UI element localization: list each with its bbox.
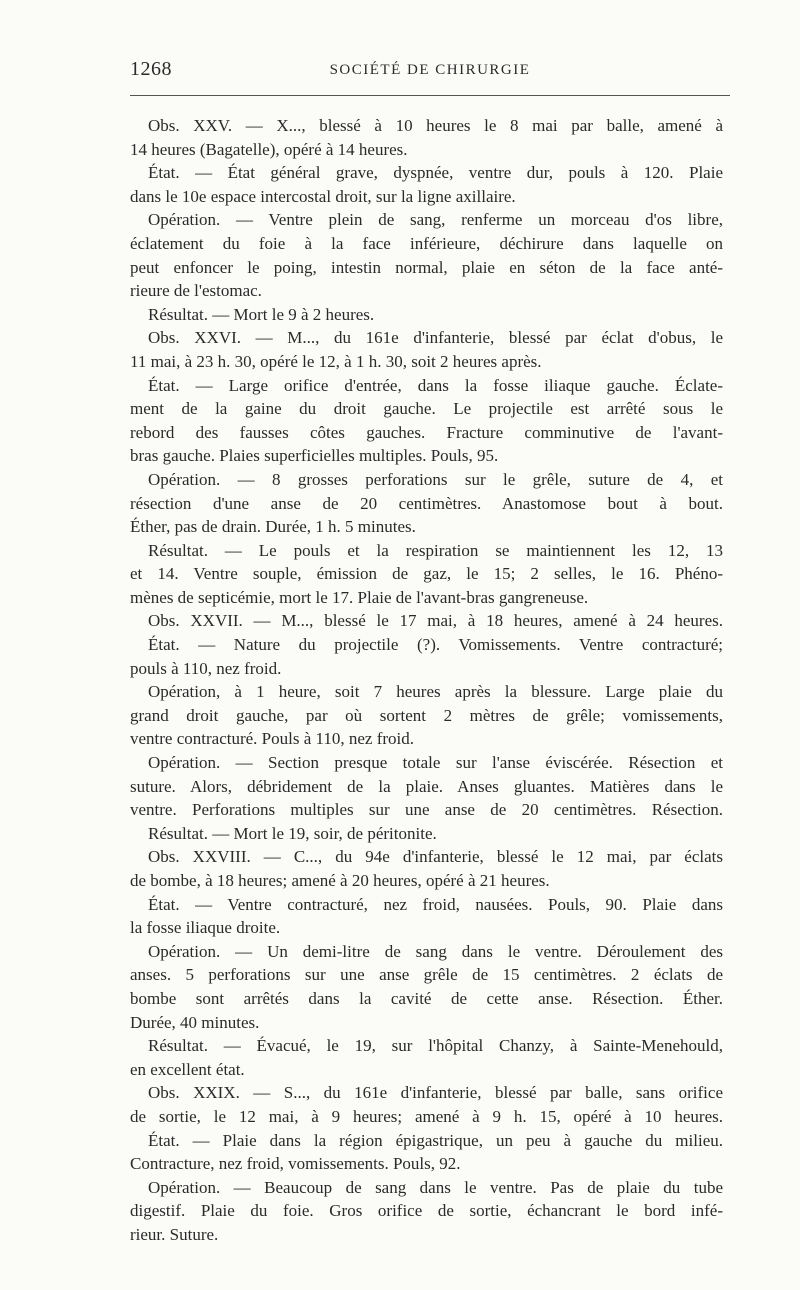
text-line: mènes de septicémie, mort le 17. Plaie de l'avant-bras gangreneuse. xyxy=(130,587,589,607)
text-line: Opération. — Section presque totale sur l'anse éviscérée. Résection et xyxy=(148,753,723,773)
text-line: ment de la gaine du droit gauche. Le projectile est arrêté sous le xyxy=(130,399,723,419)
text-line: suture. Alors, débridement de la plaie. Anses gluantes. Matières dans le xyxy=(130,776,723,796)
text-line: ventre. Perforations multiples sur une anse de 20 centimètres. Résection. xyxy=(130,800,723,820)
text-line: Obs. XXIX. — S..., du 161e d'infanterie, blessé par balle, sans orifice xyxy=(148,1083,723,1103)
text-line: dans le 10e espace intercostal droit, sur la ligne axillaire. xyxy=(130,186,516,206)
text-line: État. — Ventre contracturé, nez froid, nausées. Pouls, 90. Plaie dans xyxy=(148,894,723,914)
text-line: grand droit gauche, par où sortent 2 mètres de grêle; vomissements, xyxy=(130,705,723,725)
text-line: État. — Nature du projectile (?). Vomissements. Ventre contracturé; xyxy=(148,635,723,655)
text-line: Éther, pas de drain. Durée, 1 h. 5 minutes. xyxy=(130,517,416,537)
text-line: Résultat. — Mort le 9 à 2 heures. xyxy=(148,304,375,324)
text-line: 11 mai, à 23 h. 30, opéré le 12, à 1 h. 30, soit 2 heures après. xyxy=(130,351,542,371)
text-line: peut enfoncer le poing, intestin normal, plaie en séton de la face anté- xyxy=(130,257,723,277)
running-head: SOCIÉTÉ DE CHIRURGIE xyxy=(329,62,531,78)
text-line: ventre contracturé. Pouls à 110, nez froid. xyxy=(130,729,415,749)
text-line: Contracture, nez froid, vomissements. Pouls, 92. xyxy=(130,1154,461,1174)
text-line: 14 heures (Bagatelle), opéré à 14 heures. xyxy=(130,139,408,159)
text-line: Obs. XXV. — X..., blessé à 10 heures le 8 mai par balle, amené à xyxy=(148,116,723,135)
text-line: Opération, à 1 heure, soit 7 heures après la blessure. Large plaie du xyxy=(148,682,723,702)
text-line: la fosse iliaque droite. xyxy=(130,918,281,938)
text-line: État. — Large orifice d'entrée, dans la fosse iliaque gauche. Éclate- xyxy=(148,375,723,395)
text-line: État. — État général grave, dyspnée, ventre dur, pouls à 120. Plaie xyxy=(148,163,723,183)
page-header xyxy=(130,58,730,86)
text-line: Obs. XXVIII. — C..., du 94e d'infanterie, blessé le 12 mai, par éclats xyxy=(148,847,723,867)
text-line: Opération. — 8 grosses perforations sur le grêle, suture de 4, et xyxy=(148,469,723,489)
text-line: pouls à 110, nez froid. xyxy=(130,658,282,678)
text-line: éclatement du foie à la face inférieure, déchirure dans laquelle on xyxy=(130,233,723,253)
text-line: Résultat. — Mort le 19, soir, de péritonite. xyxy=(148,823,437,843)
page-number: 1268 xyxy=(130,58,172,80)
text-line: Durée, 40 minutes. xyxy=(130,1012,260,1032)
header-rule xyxy=(130,95,730,96)
text-line: anses. 5 perforations sur une anse grêle de 15 centimètres. 2 éclats de xyxy=(130,965,723,985)
text-line: rebord des fausses côtes gauches. Fracture comminutive de l'avant- xyxy=(130,422,723,442)
text-line: Obs. XXVI. — M..., du 161e d'infanterie, blessé par éclat d'obus, le xyxy=(148,328,723,348)
text-line: rieure de l'estomac. xyxy=(130,281,262,301)
text-line: de sortie, le 12 mai, à 9 heures; amené à 9 h. 15, opéré à 10 heures. xyxy=(130,1106,723,1126)
text-line: bombe sont arrêtés dans la cavité de cette anse. Résection. Éther. xyxy=(130,988,723,1008)
text-line: État. — Plaie dans la région épigastrique, un peu à gauche du milieu. xyxy=(148,1130,723,1150)
text-line: Résultat. — Le pouls et la respiration se maintiennent les 12, 13 xyxy=(148,540,723,560)
text-line: de bombe, à 18 heures; amené à 20 heures, opéré à 21 heures. xyxy=(130,871,550,890)
text-line: bras gauche. Plaies superficielles multiples. Pouls, 95. xyxy=(130,446,499,466)
text-line: Obs. XXVII. — M..., blessé le 17 mai, à 18 heures, amené à 24 heures. xyxy=(148,611,723,631)
text-line: Opération. — Ventre plein de sang, renferme un morceau d'os libre, xyxy=(148,210,723,230)
text-line: et 14. Ventre souple, émission de gaz, le 15; 2 selles, le 16. Phéno- xyxy=(130,564,723,584)
body-text xyxy=(130,114,723,1247)
text-line: Opération. — Beaucoup de sang dans le ventre. Pas de plaie du tube xyxy=(148,1177,723,1197)
text-line: digestif. Plaie du foie. Gros orifice de sortie, échancrant le bord infé- xyxy=(130,1201,723,1221)
text-line: Résultat. — Évacué, le 19, sur l'hôpital Chanzy, à Sainte-Menehould, xyxy=(148,1036,723,1056)
text-line: en excellent état. xyxy=(130,1059,245,1079)
text-line: résection d'une anse de 20 centimètres. Anastomose bout à bout. xyxy=(130,493,723,513)
text-line: rieur. Suture. xyxy=(130,1224,219,1244)
text-line: Opération. — Un demi-litre de sang dans le ventre. Déroulement des xyxy=(148,941,723,961)
